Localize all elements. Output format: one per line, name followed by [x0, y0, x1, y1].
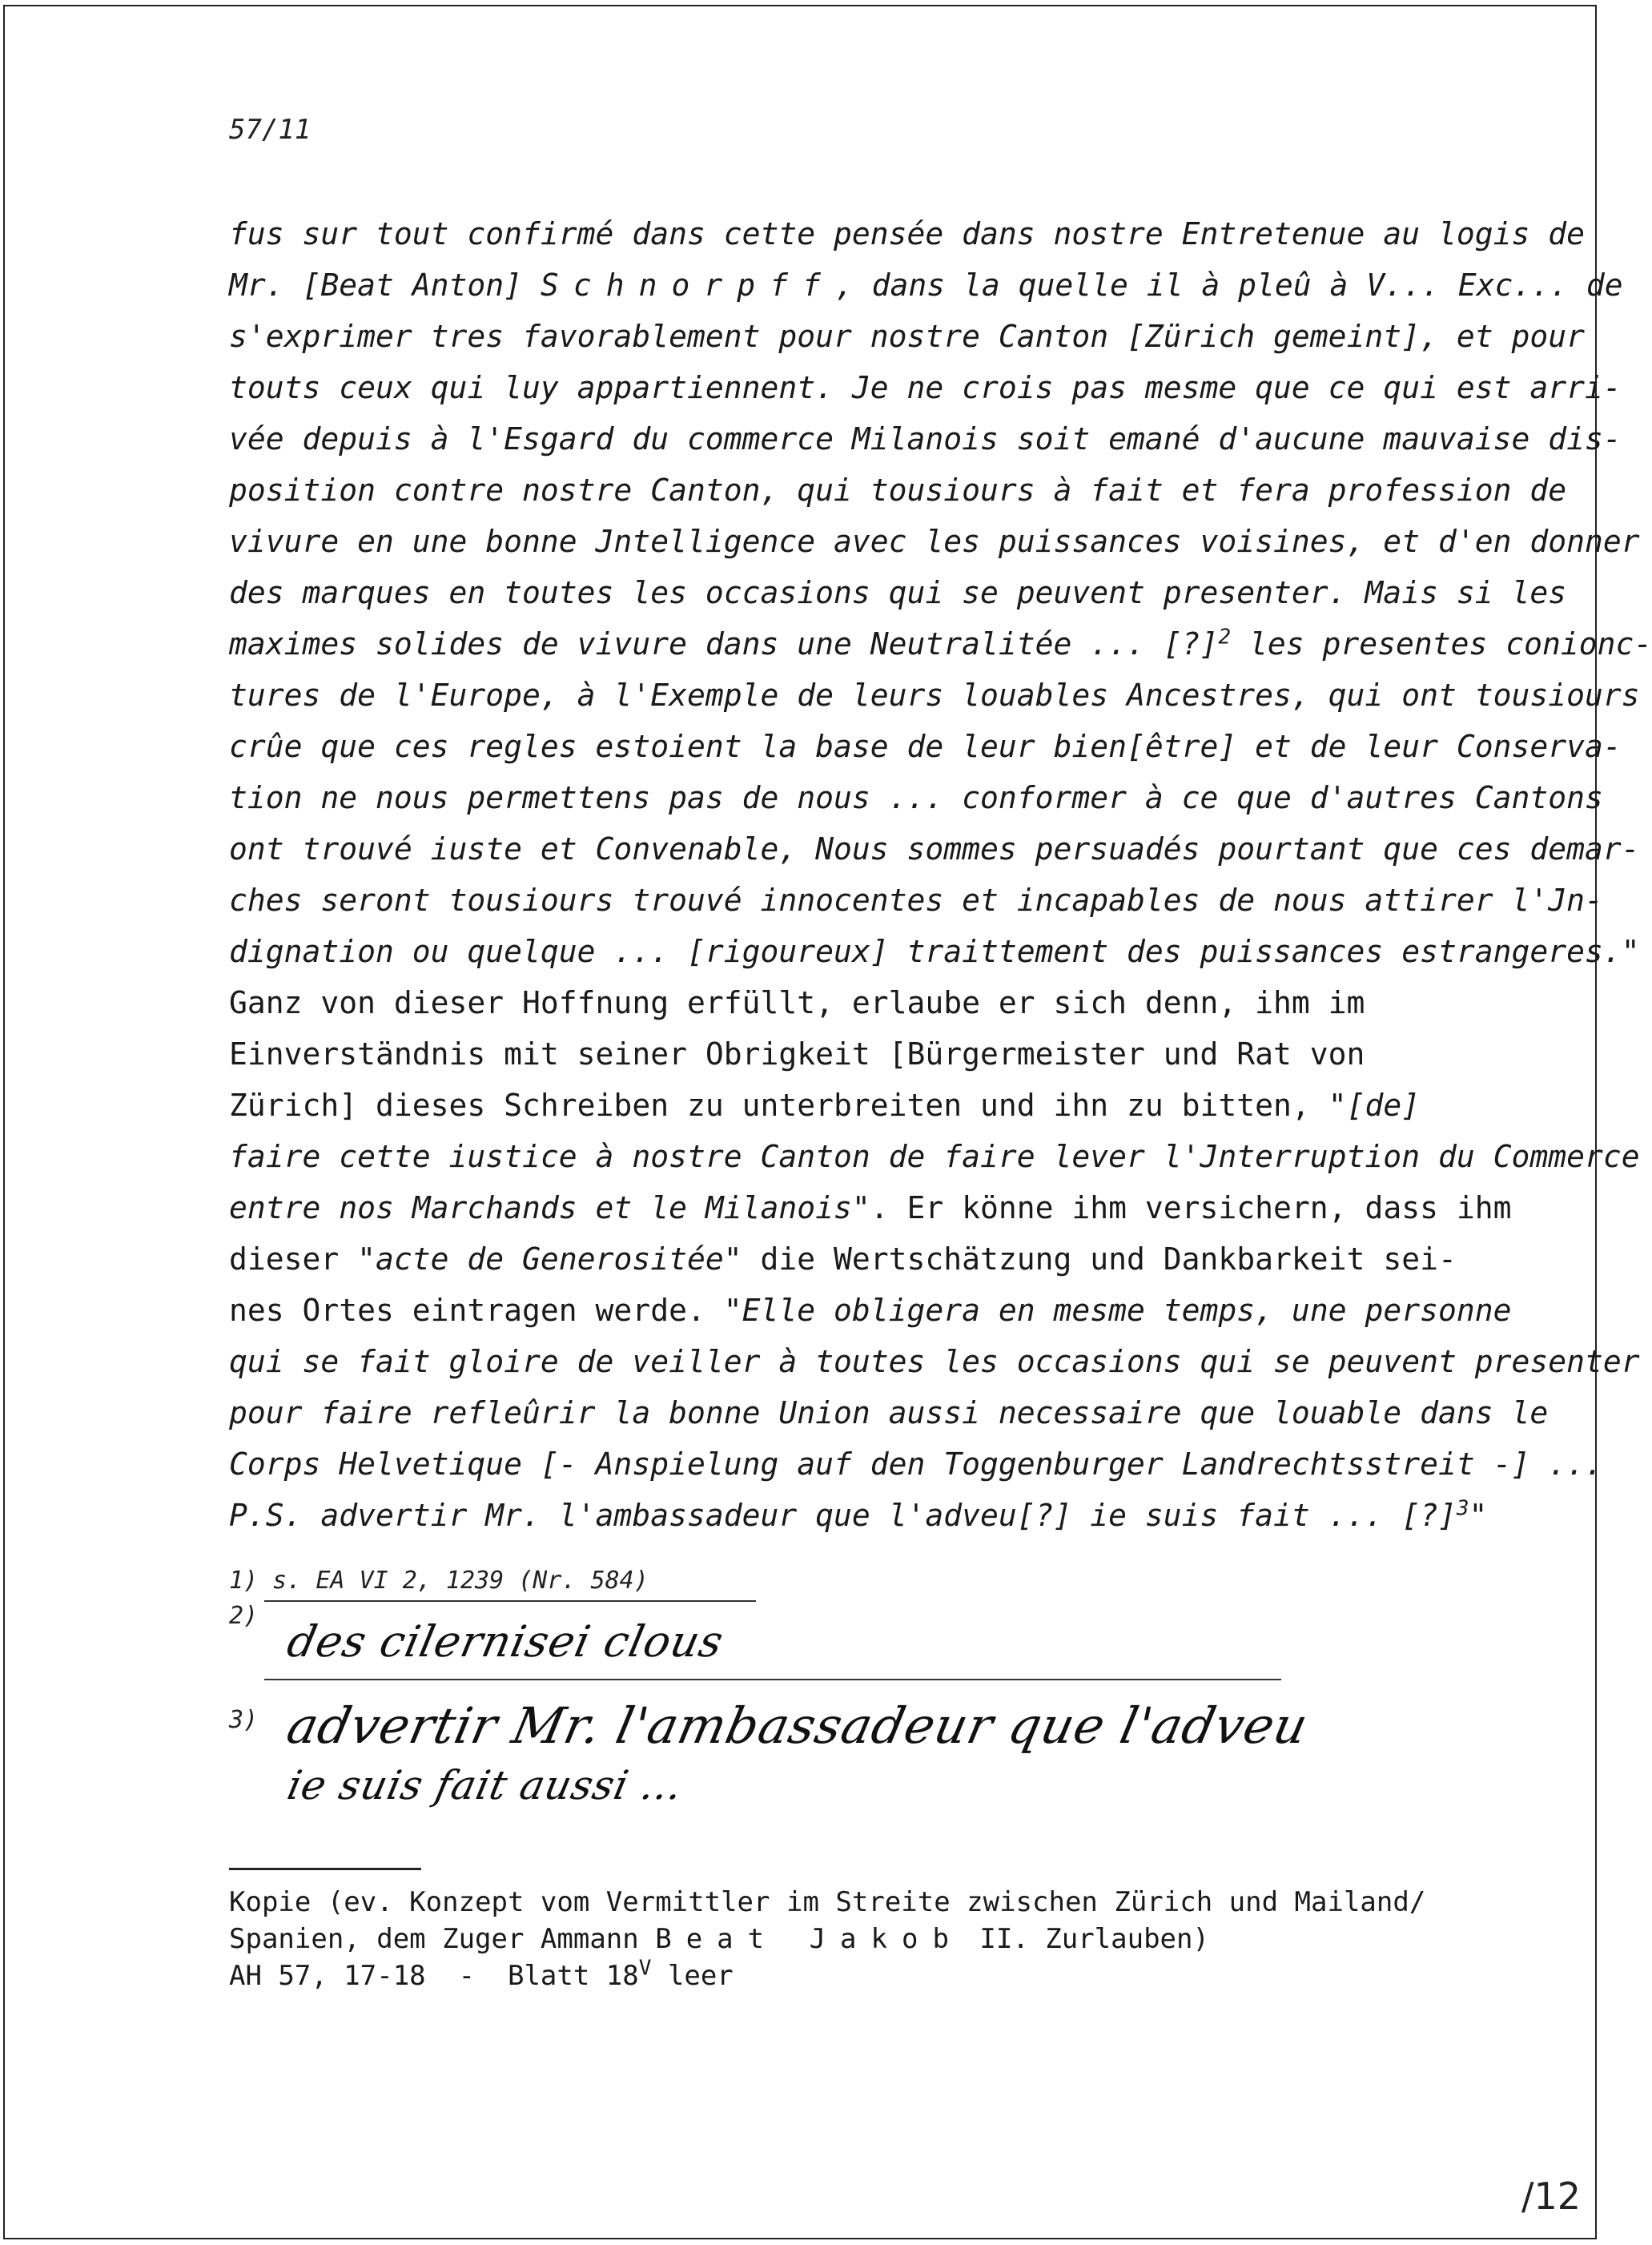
text-line — [229, 260, 1623, 311]
text-segment: Mr. [Beat Anton] — [229, 268, 541, 303]
handwritten-note-2: des cilernisei clous — [283, 1616, 729, 1667]
text-line — [229, 1285, 1512, 1336]
text-line: vivure en une bonne Jntelligence avec les puissances voisines, et d'en donner — [229, 524, 1640, 559]
footnote-divider — [264, 1600, 756, 1602]
footnote-1: 1) s. EA VI 2, 1239 (Nr. 584) — [229, 1567, 649, 1595]
text-line: Corps Helvetique [- Anspielung auf den Toggenburger Landrechtsstreit -] ... — [229, 1446, 1603, 1482]
spaced-name: Beat Jakob — [655, 1923, 963, 1955]
text-segment: , dans la quelle il à pleû à V... Exc... de — [834, 268, 1623, 303]
text-segment: die Wertschätzung und Dankbarkeit sei- — [742, 1241, 1457, 1277]
text-line — [229, 618, 1652, 670]
text-line: qui se fait gloire de veiller à toutes les occasions qui se peuvent presenter — [229, 1344, 1640, 1379]
handwritten-note-3-line2: ie suis fait aussi ... — [283, 1762, 688, 1808]
text-line: vée depuis à l'Esgard du commerce Milanois soit emané d'aucune mauvaise dis- — [229, 421, 1622, 457]
text-segment: maximes solides de vivure dans une Neutralitée ... [?] — [229, 626, 1219, 662]
text-line — [229, 1182, 1512, 1233]
text-segment: Zürich] dieses Schreiben zu unterbreiten und ihn zu bitten, — [229, 1088, 1328, 1123]
text-segment: " — [1469, 1498, 1488, 1533]
text-line — [229, 1080, 1478, 1131]
text-segment: leer — [651, 1960, 734, 1992]
copy-line — [229, 1921, 1510, 1957]
corner-page-mark: /12 — [1521, 2175, 1582, 2218]
verso-marker: V — [638, 1956, 652, 1981]
text-line — [229, 1233, 1478, 1285]
text-segment: dieser — [229, 1241, 358, 1277]
footnote-marker: 2 — [1218, 625, 1232, 650]
text-line: position contre nostre Canton, qui tousiours à fait et fera profession de — [229, 473, 1567, 508]
text-segment: nes Ortes eintragen werde. — [229, 1293, 724, 1328]
text-segment: . Er könne ihm versichern, dass ihm — [870, 1190, 1512, 1225]
page-number: 57/11 — [229, 114, 312, 146]
text-line: s'exprimer tres favorablement pour nostre Canton [Zürich gemeint], et pour — [229, 319, 1585, 354]
handwritten-note-3-line1: advertir Mr. l'ambassadeur que l'adveu — [282, 1696, 1314, 1755]
text-segment: "Elle obligera en mesme temps, une personne — [723, 1293, 1512, 1328]
text-line: ches seront tousiours trouvé innocentes et incapables de nous attirer l'Jn- — [229, 883, 1603, 918]
spaced-name: Schnorpff — [540, 268, 835, 303]
footnote-divider — [264, 1679, 1281, 1680]
text-line: tures de l'Europe, à l'Exemple de leurs louables Ancestres, qui ont tousiours — [229, 678, 1640, 713]
copy-note — [229, 1884, 1510, 1994]
text-segment: Spanien, dem Zuger Ammann — [229, 1923, 656, 1955]
footnote-marker: 3 — [1456, 1496, 1469, 1521]
text-line: Einverständnis mit seiner Obrigkeit [Bürgermeister und Rat von — [229, 1036, 1365, 1072]
text-line: des marques en toutes les occasions qui se peuvent presenter. Mais si les — [229, 575, 1567, 610]
text-line: dignation ou quelque ... [rigoureux] traittement des puissances estrangeres." — [229, 934, 1640, 969]
text-line: pour faire refleûrir la bonne Union aussi necessaire que louable dans le — [229, 1395, 1549, 1430]
text-line: Ganz von dieser Hoffnung erfüllt, erlaube er sich denn, ihm im — [229, 985, 1365, 1020]
copy-line — [229, 1957, 1510, 1994]
note-separator — [229, 1868, 421, 1870]
text-line: crûe que ces regles estoient la base de leur bien[être] et de leur Conserva- — [229, 729, 1622, 764]
text-segment: P.S. advertir Mr. l'ambassadeur que l'adveu[?] ie suis fait ... [?] — [229, 1498, 1457, 1533]
text-segment: AH 57, 17-18 - Blatt 18 — [229, 1960, 639, 1992]
copy-line: Kopie (ev. Konzept vom Vermittler im Streite zwischen Zürich und Mailand/ — [229, 1886, 1426, 1918]
text-line: ont trouvé iuste et Convenable, Nous sommes persuadés pourtant que ces demar- — [229, 831, 1640, 867]
text-segment: "[de] — [1328, 1088, 1421, 1123]
text-segment: entre nos Marchands et le Milanois" — [229, 1190, 870, 1225]
text-segment: II. Zurlauben) — [963, 1923, 1209, 1955]
text-segment: les presentes conionc- — [1231, 626, 1652, 662]
footnote-3-label: 3) — [229, 1706, 259, 1734]
text-line — [229, 1490, 1488, 1541]
text-segment: "acte de Generositée" — [357, 1241, 742, 1277]
text-line: tion ne nous permettens pas de nous ... conformer à ce que d'autres Cantons — [229, 780, 1603, 815]
text-line: fus sur tout confirmé dans cette pensée dans nostre Entretenue au logis de — [229, 216, 1585, 251]
text-line: faire cette iustice à nostre Canton de faire lever l'Jnterruption du Commerce — [229, 1139, 1640, 1174]
transcription-body — [229, 208, 1652, 1541]
text-line: touts ceux qui luy appartiennent. Je ne crois pas mesme que ce qui est arri- — [229, 370, 1622, 405]
footnote-2-label: 2) — [229, 1602, 259, 1630]
